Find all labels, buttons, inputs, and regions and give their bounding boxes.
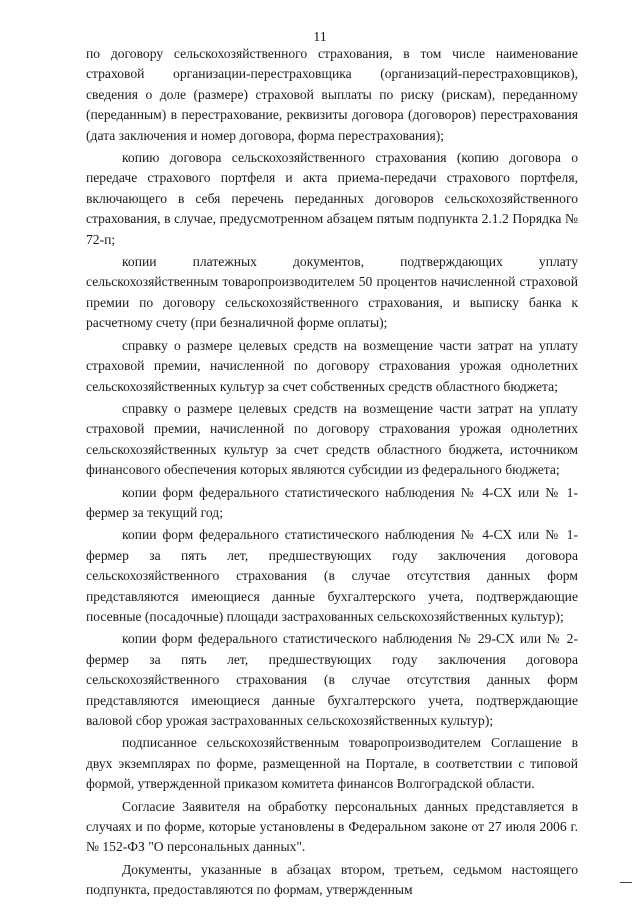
paragraph-form-4sx-five-years: копии форм федерального статистического наблюдения № 4-СХ или № 1-фермер за пять лет, предшествующих году заключения договора сельскохозяйственного страхования (в случае отсутствия данных форм представляются имеющиеся данные бухгалтерского учета, подтверждающие посевные (посадочные) площади застрахованных сельскохозяйственных культур);: [86, 527, 578, 624]
paragraph-documents-forms: Документы, указанные в абзацах втором, третьем, седьмом настоящего подпункта, предоставляются по формам, утвержденным: [86, 861, 578, 898]
paragraph-signed-agreement: подписанное сельскохозяйственным товаропроизводителем Соглашение в двух экземплярах по форме, размещенной на Портале, в соответствии с типовой формой, утвержденной приказом комитета финансов Волгоградской области.: [86, 735, 578, 792]
paragraph-insurance-contract-copy: копию договора сельскохозяйственного страхования (копию договора о передаче страхового портфеля и акта приема-передачи страхового портфеля, включающего в себя перечень переданных договоров сельскохозяйственного страхования, в случае, предусмотренном абзацем пятым подпункта 2.1.2 Порядка № 72-п;: [86, 150, 578, 247]
paragraph-personal-data-consent: Согласие Заявителя на обработку персональных данных представляется в случаях и по форме, которые установлены в Федеральном законе от 27 июля 2006 г. № 152-ФЗ "О персональных данных".: [86, 798, 578, 855]
document-body: [86, 44, 578, 901]
paragraph-federal-subsidy-certificate: справку о размере целевых средств на возмещение части затрат на уплату страховой премии, начисленной по договору страхования урожая однолетних сельскохозяйственных культур за счет средств областного бюджета, источником финансового обеспечения которых являются субсидии из федерального бюджета;: [86, 400, 578, 478]
paragraph-payment-documents: копии платежных документов, подтверждающих уплату сельскохозяйственным товаропроизводителем 50 процентов начисленной страховой премии по договору сельскохозяйственного страхования, и выписку банка к расчетному счету (при безналичной форме оплаты);: [86, 254, 578, 331]
paragraph-continuation: по договору сельскохозяйственного страхования, в том числе наименование страховой организации-перестраховщика (организаций-перестраховщиков), сведения о доле (размере) страховой выплаты по риску (рискам), переданному (переданным) в перестрахование, реквизиты договора (договоров) перестрахования (дата заключения и номер договора, форма перестрахования);: [86, 46, 578, 143]
paragraph-form-4sx-current-year: копии форм федерального статистического наблюдения № 4-СХ или № 1-фермер за текущий год;: [86, 484, 578, 520]
page-edge-mark: [620, 882, 632, 883]
paragraph-form-29sx-five-years: копии форм федерального статистического наблюдения № 29-СХ или № 2-фермер за пять лет, предшествующих году заключения договора сельскохозяйственного страхования (в случае отсутствия данных форм представляются имеющиеся данные бухгалтерского учета, подтверждающие валовой сбор урожая застрахованных сельскохозяйственных культур);: [86, 631, 578, 728]
page-number: 11: [313, 30, 327, 45]
paragraph-regional-budget-certificate: справку о размере целевых средств на возмещение части затрат на уплату страховой премии, начисленной по договору страхования урожая однолетних сельскохозяйственных культур за счет собственных средств областного бюджета;: [86, 337, 578, 394]
